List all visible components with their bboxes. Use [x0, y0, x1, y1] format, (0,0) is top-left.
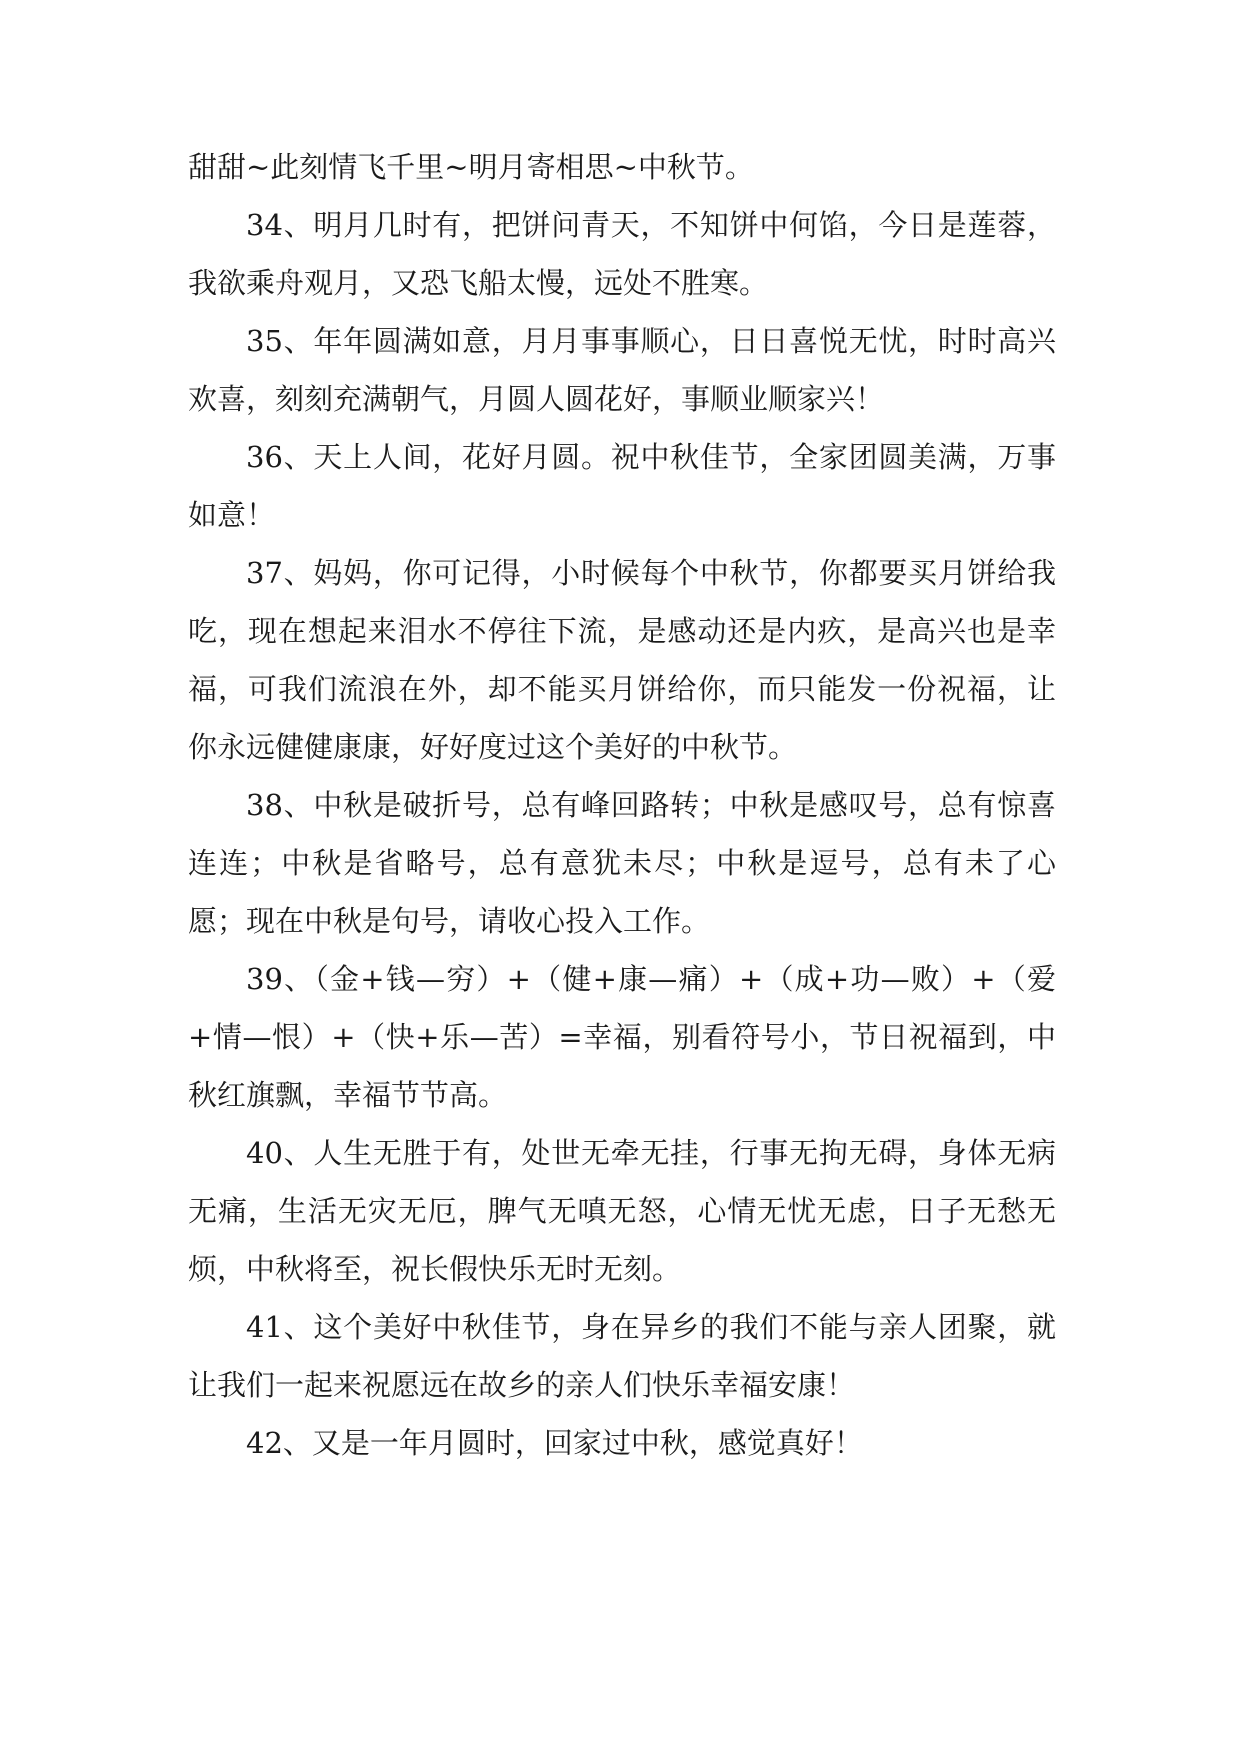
- paragraph-39: 39、（金+钱—穷）+（健+康—痛）+（成+功—败）+（爱+情—恨）+（快+乐—苦）=幸福，别看符号小，节日祝福到，中秋红旗飘，幸福节节高。: [188, 962, 1056, 1112]
- paragraph-35: 35、年年圆满如意，月月事事顺心，日日喜悦无忧，时时高兴欢喜，刻刻充满朝气，月圆人圆花好，事顺业顺家兴！: [188, 324, 1056, 416]
- paragraph-41: 41、这个美好中秋佳节，身在异乡的我们不能与亲人团聚，就让我们一起来祝愿远在故乡的亲人们快乐幸福安康！: [188, 1310, 1056, 1402]
- paragraph-37: 37、妈妈，你可记得，小时候每个中秋节，你都要买月饼给我吃，现在想起来泪水不停往下流，是感动还是内疚，是高兴也是幸福，可我们流浪在外，却不能买月饼给你，而只能发一份祝福，让你永远健健康康，好好度过这个美好的中秋节。: [188, 556, 1056, 764]
- paragraph-36: 36、天上人间，花好月圆。祝中秋佳节，全家团圆美满，万事如意！: [188, 440, 1056, 532]
- paragraph-40: 40、人生无胜于有，处世无牵无挂，行事无拘无碍，身体无病无痛，生活无灾无厄，脾气无嗔无怒，心情无忧无虑，日子无愁无烦，中秋将至，祝长假快乐无时无刻。: [188, 1136, 1056, 1286]
- paragraph-34: 34、明月几时有，把饼问青天，不知饼中何馅，今日是莲蓉，我欲乘舟观月，又恐飞船太慢，远处不胜寒。: [188, 208, 1056, 300]
- paragraph-38: 38、中秋是破折号，总有峰回路转；中秋是感叹号，总有惊喜连连；中秋是省略号，总有意犹未尽；中秋是逗号，总有未了心愿；现在中秋是句号，请收心投入工作。: [188, 788, 1056, 938]
- paragraph-42: 42、又是一年月圆时，回家过中秋，感觉真好！: [246, 1426, 863, 1460]
- document-page: [188, 138, 1056, 1472]
- paragraph-continuation: 甜甜~此刻情飞千里~明月寄相思~中秋节。: [188, 150, 754, 184]
